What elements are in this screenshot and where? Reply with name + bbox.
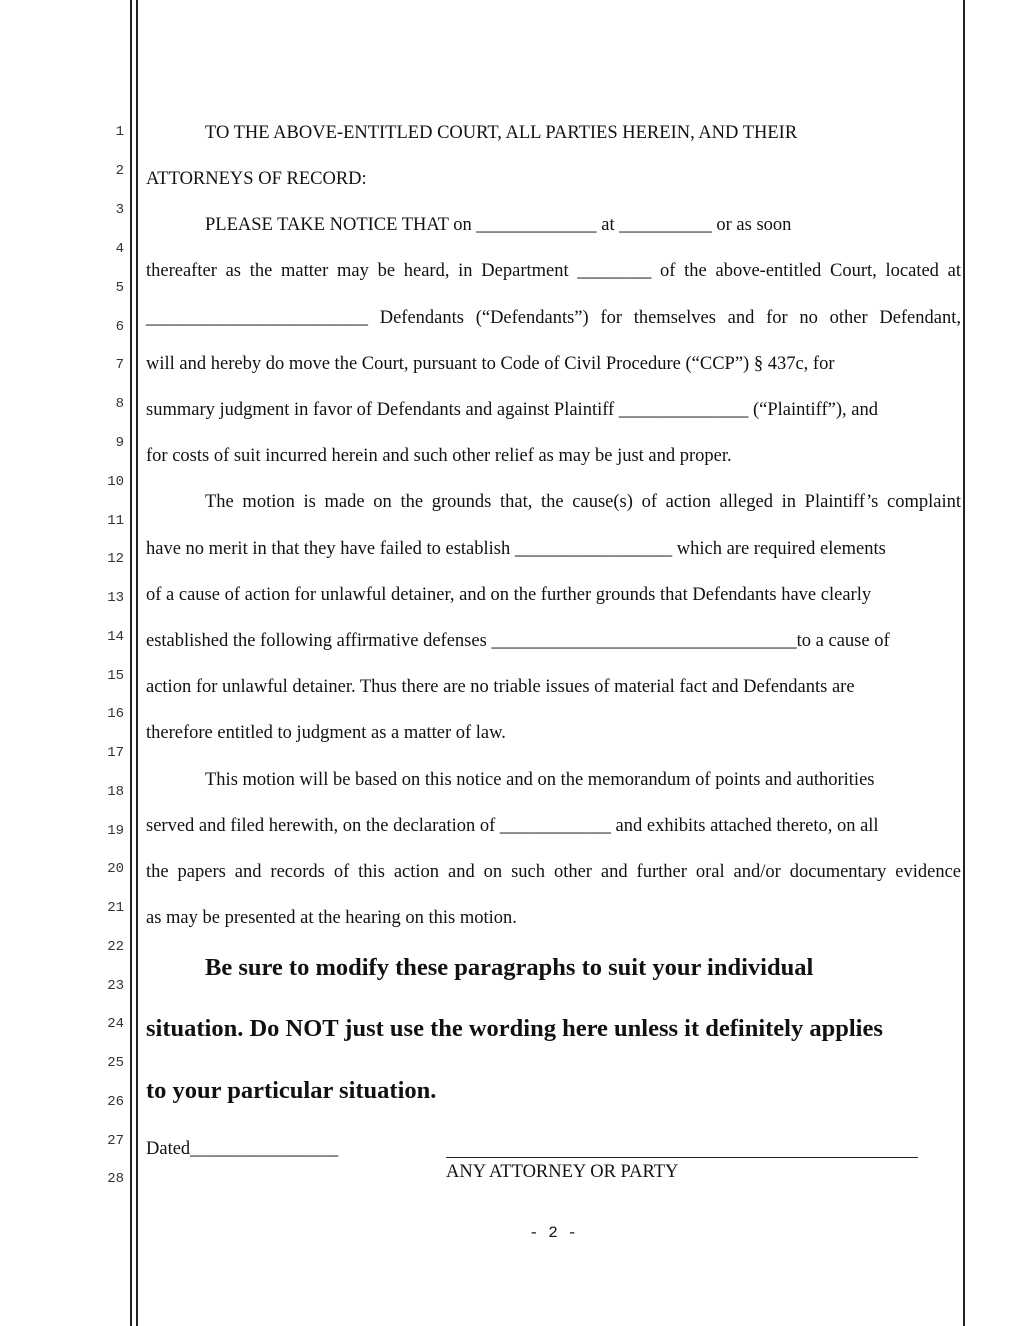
right-margin-rule (963, 0, 965, 1326)
line-number: 24 (107, 1016, 124, 1032)
line-number: 16 (107, 706, 124, 722)
line-number: 20 (107, 861, 124, 877)
body-line: of a cause of action for unlawful detainer, and on the further grounds that Defendants have clearly (146, 585, 872, 605)
line-number: 21 (107, 900, 124, 916)
body-line: for costs of suit incurred herein and such other relief as may be just and proper. (146, 446, 732, 466)
body-line: ________________________ Defendants (“Defendants”) for themselves and for no other Defendant, (146, 308, 961, 328)
line-number: 3 (115, 202, 124, 218)
body-line: This motion will be based on this notice and on the memorandum of points and authorities (205, 770, 875, 790)
line-number: 28 (107, 1171, 124, 1187)
line-number: 9 (115, 435, 124, 451)
line-number: 15 (107, 668, 124, 684)
notice-line: to your particular situation. (146, 1077, 437, 1104)
body-line: thereafter as the matter may be heard, in Department ________ of the above-entitled Court, located at (146, 261, 961, 281)
line-number: 13 (107, 590, 124, 606)
line-number: 5 (115, 280, 124, 296)
dated-field: Dated________________ (146, 1139, 339, 1159)
page-number: - 2 - (528, 1224, 577, 1242)
line-number: 22 (107, 939, 124, 955)
body-line: served and filed herewith, on the declaration of ____________ and exhibits attached thereto, on all (146, 816, 879, 836)
signature-party-label: ANY ATTORNEY OR PARTY (446, 1162, 679, 1182)
body-line: PLEASE TAKE NOTICE THAT on _____________ at __________ or as soon (205, 215, 792, 235)
left-margin-rule-inner (136, 0, 138, 1326)
line-number: 23 (107, 978, 124, 994)
body-line: will and hereby do move the Court, pursuant to Code of Civil Procedure (“CCP”) § 437c, for (146, 354, 835, 374)
signature-line (446, 1157, 918, 1158)
line-number: 7 (115, 357, 124, 373)
line-number: 17 (107, 745, 124, 761)
body-line: summary judgment in favor of Defendants and against Plaintiff ______________ (“Plaintiff”), and (146, 400, 878, 420)
left-margin-rule-outer (130, 0, 132, 1326)
line-number: 4 (115, 241, 124, 257)
line-number: 1 (115, 124, 124, 140)
body-line: the papers and records of this action and on such other and further oral and/or documentary evidence (146, 862, 961, 882)
line-number: 12 (107, 551, 124, 567)
body-line: The motion is made on the grounds that, the cause(s) of action alleged in Plaintiff’s complaint (205, 492, 961, 512)
body-line: as may be presented at the hearing on this motion. (146, 908, 517, 928)
body-line: TO THE ABOVE-ENTITLED COURT, ALL PARTIES HEREIN, AND THEIR (205, 123, 798, 143)
body-line: therefore entitled to judgment as a matter of law. (146, 723, 506, 743)
line-number: 8 (115, 396, 124, 412)
body-line: action for unlawful detainer. Thus there are no triable issues of material fact and Defendants are (146, 677, 855, 697)
line-number: 27 (107, 1133, 124, 1149)
line-number: 26 (107, 1094, 124, 1110)
line-number: 18 (107, 784, 124, 800)
line-number: 2 (115, 163, 124, 179)
line-number: 25 (107, 1055, 124, 1071)
line-number: 14 (107, 629, 124, 645)
body-line: ATTORNEYS OF RECORD: (146, 169, 367, 189)
notice-line: Be sure to modify these paragraphs to suit your individual (205, 954, 814, 981)
notice-line: situation. Do NOT just use the wording here unless it definitely applies (146, 1015, 883, 1042)
line-number: 19 (107, 823, 124, 839)
line-number: 11 (107, 513, 124, 529)
body-line: have no merit in that they have failed to establish _________________ which are required elements (146, 539, 886, 559)
body-line: established the following affirmative defenses _________________________________to a cause of (146, 631, 890, 651)
line-number: 6 (115, 319, 124, 335)
line-number: 10 (107, 474, 124, 490)
